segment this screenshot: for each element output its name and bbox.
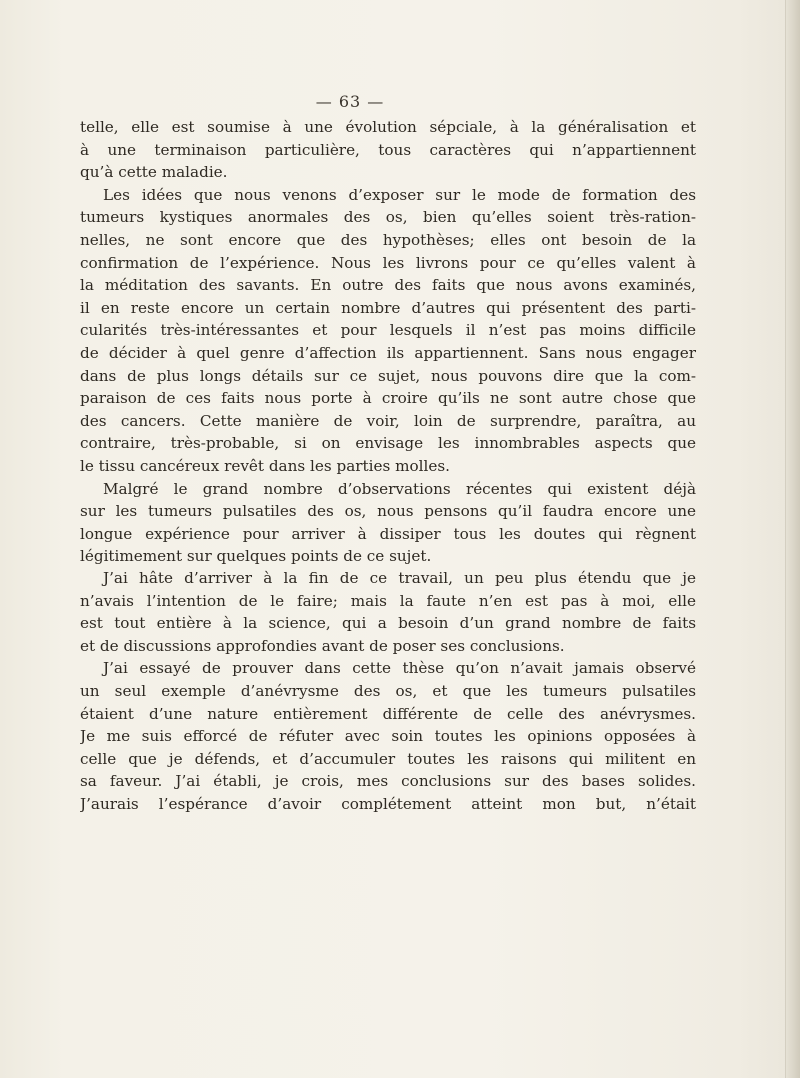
text-block-1 xyxy=(80,116,696,568)
text-line: à une terminaison particulière, tous caractères qui n’appartiennent xyxy=(80,140,696,159)
text-line: légitimement sur quelques points de ce sujet. xyxy=(80,547,432,566)
text-line: dans de plus longs détails sur ce sujet, nous pouvons dire que la com- xyxy=(80,366,696,385)
text-line: paraison de ces faits nous porte à croire qu’ils ne sont autre chose que xyxy=(80,389,696,408)
text-line: la méditation des savants. En outre des faits que nous avons examinés, xyxy=(80,276,696,295)
text-line: nelles, ne sont encore que des hypothèses; elles ont besoin de la xyxy=(80,230,696,249)
text-line: Les idées que nous venons d’exposer sur le mode de formation des xyxy=(103,185,696,204)
text-line: un seul exemple d’anévrysme des os, et que les tumeurs pulsatiles xyxy=(80,681,696,700)
text-line: et de discussions approfondies avant de poser ses conclusions. xyxy=(80,636,565,655)
text-line: longue expérience pour arriver à dissiper tous les doutes qui règnent xyxy=(80,524,696,543)
text-line: telle, elle est soumise à une évolution sépciale, à la généralisation et xyxy=(80,118,696,136)
text-block-2 xyxy=(80,567,696,816)
text-line: sur les tumeurs pulsatiles des os, nous pensons qu’il faudra encore une xyxy=(80,502,696,521)
text-line: de décider à quel genre d’affection ils appartiennent. Sans nous engager xyxy=(80,343,696,362)
page-binding-edge xyxy=(785,0,800,1078)
text-line: qu’à cette maladie. xyxy=(80,163,228,182)
text-line: celle que je défends, et d’accumuler toutes les raisons qui militent en xyxy=(80,749,696,768)
page-number: — 63 — xyxy=(315,92,385,111)
text-line: des cancers. Cette manière de voir, loin de surprendre, paraîtra, au xyxy=(80,411,696,430)
text-line: Je me suis efforcé de réfuter avec soin toutes les opinions opposées à xyxy=(80,727,696,746)
text-line: il en reste encore un certain nombre d’autres qui présentent des parti- xyxy=(80,298,696,317)
text-line: contraire, très-probable, si on envisage les innombrables aspects que xyxy=(80,434,696,453)
text-line: sa faveur. J’ai établi, je crois, mes conclusions sur des bases solides. xyxy=(80,772,696,791)
text-line: Malgré le grand nombre d’observations récentes qui existent déjà xyxy=(103,479,696,498)
text-line: J’aurais l’espérance d’avoir complétement atteint mon but, n’était xyxy=(80,794,696,813)
text-line: J’ai essayé de prouver dans cette thèse qu’on n’avait jamais observé xyxy=(103,659,696,678)
text-line: J’ai hâte d’arriver à la fin de ce travail, un peu plus étendu que je xyxy=(103,569,696,587)
text-line: est tout entière à la science, qui a besoin d’un grand nombre de faits xyxy=(80,614,696,633)
text-line: cularités très-intéressantes et pour lesquels il n’est pas moins difficile xyxy=(80,321,696,340)
text-line: étaient d’une nature entièrement différente de celle des anévrysmes. xyxy=(80,704,696,723)
text-line: tumeurs kystiques anormales des os, bien qu’elles soient très-ration- xyxy=(80,208,696,227)
text-line: n’avais l’intention de le faire; mais la faute n’en est pas à moi, elle xyxy=(80,591,696,610)
text-line: le tissu cancéreux revêt dans les parties molles. xyxy=(80,456,450,475)
text-line: confirmation de l’expérience. Nous les livrons pour ce qu’elles valent à xyxy=(80,253,696,272)
